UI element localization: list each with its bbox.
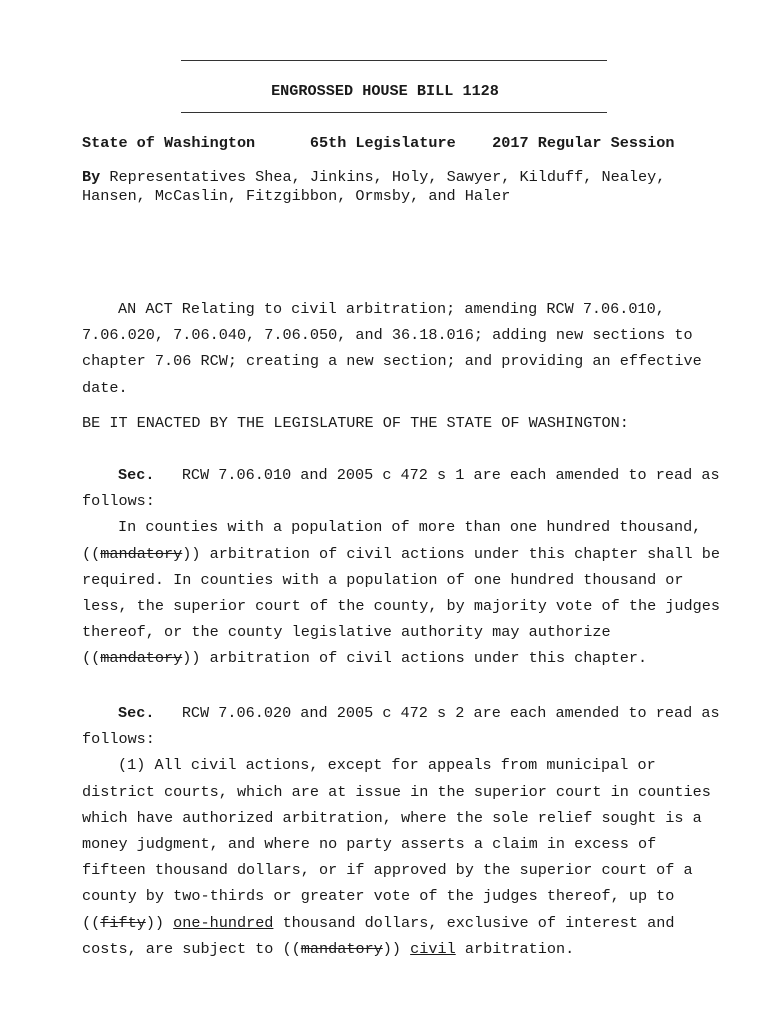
inserted-text: civil	[410, 939, 456, 958]
bracket-close: ))	[145, 913, 165, 932]
section-text: thousand dollars, exclusive of interest and costs, are subject to	[82, 913, 675, 958]
section-heading: RCW 7.06.010 and 2005 c 472 s 1 are each amended to read	[181, 466, 693, 484]
top-rule	[181, 60, 607, 61]
legislature-label: 65th Legislature	[309, 134, 456, 152]
struck-text: fifty	[100, 913, 146, 932]
bracket-open: ((	[282, 939, 301, 958]
section-2	[82, 700, 722, 962]
section-heading-cont: as follows:	[82, 704, 720, 749]
struck-text: mandatory	[100, 544, 183, 563]
bracket-open: ((	[82, 649, 101, 668]
session-label: 2017 Regular Session	[492, 134, 675, 152]
section-text: arbitration.	[464, 939, 575, 958]
bill-title: ENGROSSED HOUSE BILL 1128	[271, 82, 499, 100]
bracket-open: ((	[82, 913, 101, 932]
state-label: State of Washington	[82, 134, 256, 152]
section-label: Sec.	[118, 704, 155, 722]
act-text: AN ACT Relating to civil arbitration; amending RCW 7.06.010, 7.06.020, 7.06.040, 7.06.050, and 36.18.016; adding new sections to chapter 7.06 RCW; creating a new section; and providing an effective date.	[82, 300, 702, 397]
section-text: )) arbitration of civil actions under this chapter.	[182, 649, 648, 668]
bracket-close: ))	[382, 939, 402, 958]
by-label: By	[82, 168, 101, 186]
section-label: Sec.	[118, 466, 155, 484]
section-text: In counties with a population of more than one hundred thousand,	[118, 518, 702, 537]
section-text: (1) All civil actions, except for appeals from municipal or district courts, which are at issue in the superior court in counties which have authorized arbitration, where the sole relief sought is a money judgment, and where no party asserts a claim in excess of fifteen thousand dollars, or if approved by the superior court of a county by two-thirds or greater vote of the judges thereof, up to	[82, 756, 711, 906]
sponsors	[82, 168, 722, 206]
session-line	[82, 134, 674, 152]
inserted-text: one-hundred	[173, 913, 274, 932]
section-heading: RCW 7.06.020 and 2005 c 472 s 2 are each amended to read	[181, 704, 693, 722]
struck-text: mandatory	[100, 649, 183, 668]
sponsor-names-line1: Representatives Shea, Jinkins, Holy, Sawyer, Kilduff, Nealey,	[109, 168, 666, 186]
section-1	[82, 462, 722, 672]
section-heading-cont: as follows:	[82, 466, 720, 511]
act-title	[82, 296, 722, 401]
enacting-clause: BE IT ENACTED BY THE LEGISLATURE OF THE STATE OF WASHINGTON:	[82, 414, 629, 432]
bracket-open: ((	[82, 544, 101, 563]
title-rule	[181, 112, 607, 113]
sponsor-names-line2: Hansen, McCaslin, Fitzgibbon, Ormsby, and Haler	[82, 187, 511, 205]
section-text: )) arbitration of civil actions under this chapter shall be required. In counties with a population of one hundred thousand or less, the superior court of the county, by majority vote of the judges thereof, or the county legislative authority may authorize	[82, 544, 720, 642]
struck-text: mandatory	[300, 939, 383, 958]
